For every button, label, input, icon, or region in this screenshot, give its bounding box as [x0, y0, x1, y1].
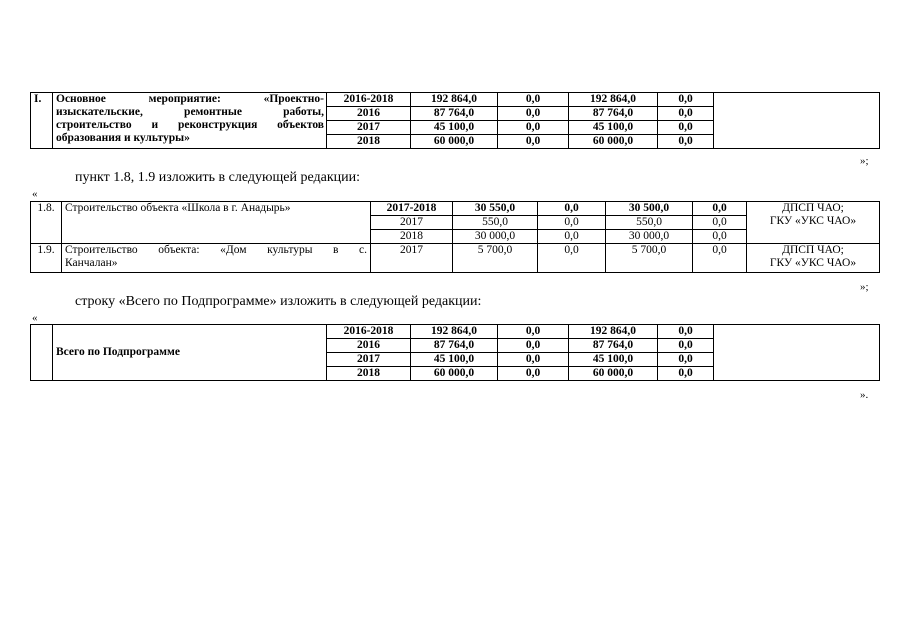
total-cell: 45 100,0 — [411, 121, 498, 135]
table-row — [31, 202, 880, 216]
period-cell: 2018 — [327, 135, 411, 149]
total-cell: 192 864,0 — [411, 325, 498, 339]
other-cell: 0,0 — [658, 367, 714, 381]
other-cell: 0,0 — [658, 93, 714, 107]
federal-cell: 0,0 — [498, 353, 569, 367]
table-row — [31, 244, 880, 273]
regional-cell: 87 764,0 — [569, 339, 658, 353]
total-label: Всего по Подпрограмме — [53, 325, 327, 381]
paragraph-text: пункт 1.8, 1.9 изложить в следующей редакции: — [75, 170, 360, 185]
total-cell: 30 550,0 — [453, 202, 538, 216]
period-cell: 2017-2018 — [371, 202, 453, 216]
federal-cell: 0,0 — [498, 325, 569, 339]
federal-cell: 0,0 — [498, 93, 569, 107]
table-row — [31, 325, 880, 339]
federal-cell: 0,0 — [498, 339, 569, 353]
activity-name: Строительство объекта: «Дом культуры в с. Канчалан» — [62, 244, 371, 273]
period-cell: 2017 — [371, 244, 453, 273]
period-cell: 2017 — [371, 216, 453, 230]
executor-cell — [714, 325, 880, 381]
regional-cell: 87 764,0 — [569, 107, 658, 121]
closing-quote: »; — [860, 281, 869, 293]
row-number — [31, 325, 53, 381]
federal-cell: 0,0 — [498, 107, 569, 121]
other-cell: 0,0 — [693, 230, 747, 244]
period-cell: 2016 — [327, 107, 411, 121]
federal-cell: 0,0 — [538, 202, 606, 216]
table-row — [31, 93, 880, 107]
regional-cell: 192 864,0 — [569, 325, 658, 339]
executor-cell — [714, 93, 880, 149]
other-cell: 0,0 — [658, 121, 714, 135]
total-cell: 5 700,0 — [453, 244, 538, 273]
total-cell: 550,0 — [453, 216, 538, 230]
regional-cell: 60 000,0 — [569, 135, 658, 149]
period-cell: 2017 — [327, 121, 411, 135]
row-number: 1.9. — [31, 244, 62, 273]
total-cell: 30 000,0 — [453, 230, 538, 244]
other-cell: 0,0 — [658, 339, 714, 353]
other-cell: 0,0 — [693, 202, 747, 216]
other-cell: 0,0 — [658, 325, 714, 339]
federal-cell: 0,0 — [498, 121, 569, 135]
period-cell: 2018 — [371, 230, 453, 244]
total-cell: 87 764,0 — [411, 107, 498, 121]
federal-cell: 0,0 — [538, 230, 606, 244]
executor-cell: ДПСП ЧАО; ГКУ «УКС ЧАО» — [747, 202, 880, 244]
period-cell: 2016-2018 — [327, 93, 411, 107]
table-items-1-8-1-9 — [30, 201, 880, 273]
table-main-activity — [30, 92, 880, 149]
total-cell: 60 000,0 — [411, 367, 498, 381]
opening-quote: « — [32, 312, 38, 324]
total-cell: 60 000,0 — [411, 135, 498, 149]
total-cell: 45 100,0 — [411, 353, 498, 367]
row-number: 1.8. — [31, 202, 62, 244]
other-cell: 0,0 — [658, 353, 714, 367]
period-cell: 2016 — [327, 339, 411, 353]
activity-name: Основное мероприятие: «Проектно- изыскательские, ремонтные работы, строительство и реконструкция объектов образования и культуры» — [53, 93, 327, 149]
federal-cell: 0,0 — [498, 135, 569, 149]
row-number: I. — [31, 93, 53, 149]
federal-cell: 0,0 — [538, 216, 606, 230]
regional-cell: 30 000,0 — [606, 230, 693, 244]
regional-cell: 30 500,0 — [606, 202, 693, 216]
regional-cell: 45 100,0 — [569, 121, 658, 135]
executor-cell: ДПСП ЧАО; ГКУ «УКС ЧАО» — [747, 244, 880, 273]
opening-quote: « — [32, 188, 38, 200]
regional-cell: 60 000,0 — [569, 367, 658, 381]
table-subprogram-total — [30, 324, 880, 381]
regional-cell: 550,0 — [606, 216, 693, 230]
period-cell: 2016-2018 — [327, 325, 411, 339]
other-cell: 0,0 — [658, 135, 714, 149]
activity-name: Строительство объекта «Школа в г. Анадырь» — [62, 202, 371, 244]
other-cell: 0,0 — [693, 244, 747, 273]
period-cell: 2017 — [327, 353, 411, 367]
other-cell: 0,0 — [693, 216, 747, 230]
total-cell: 192 864,0 — [411, 93, 498, 107]
regional-cell: 5 700,0 — [606, 244, 693, 273]
federal-cell: 0,0 — [538, 244, 606, 273]
paragraph-text: строку «Всего по Подпрограмме» изложить в следующей редакции: — [75, 294, 482, 309]
federal-cell: 0,0 — [498, 367, 569, 381]
closing-quote: ». — [860, 389, 869, 401]
regional-cell: 192 864,0 — [569, 93, 658, 107]
total-cell: 87 764,0 — [411, 339, 498, 353]
regional-cell: 45 100,0 — [569, 353, 658, 367]
closing-quote: »; — [860, 155, 869, 167]
other-cell: 0,0 — [658, 107, 714, 121]
period-cell: 2018 — [327, 367, 411, 381]
